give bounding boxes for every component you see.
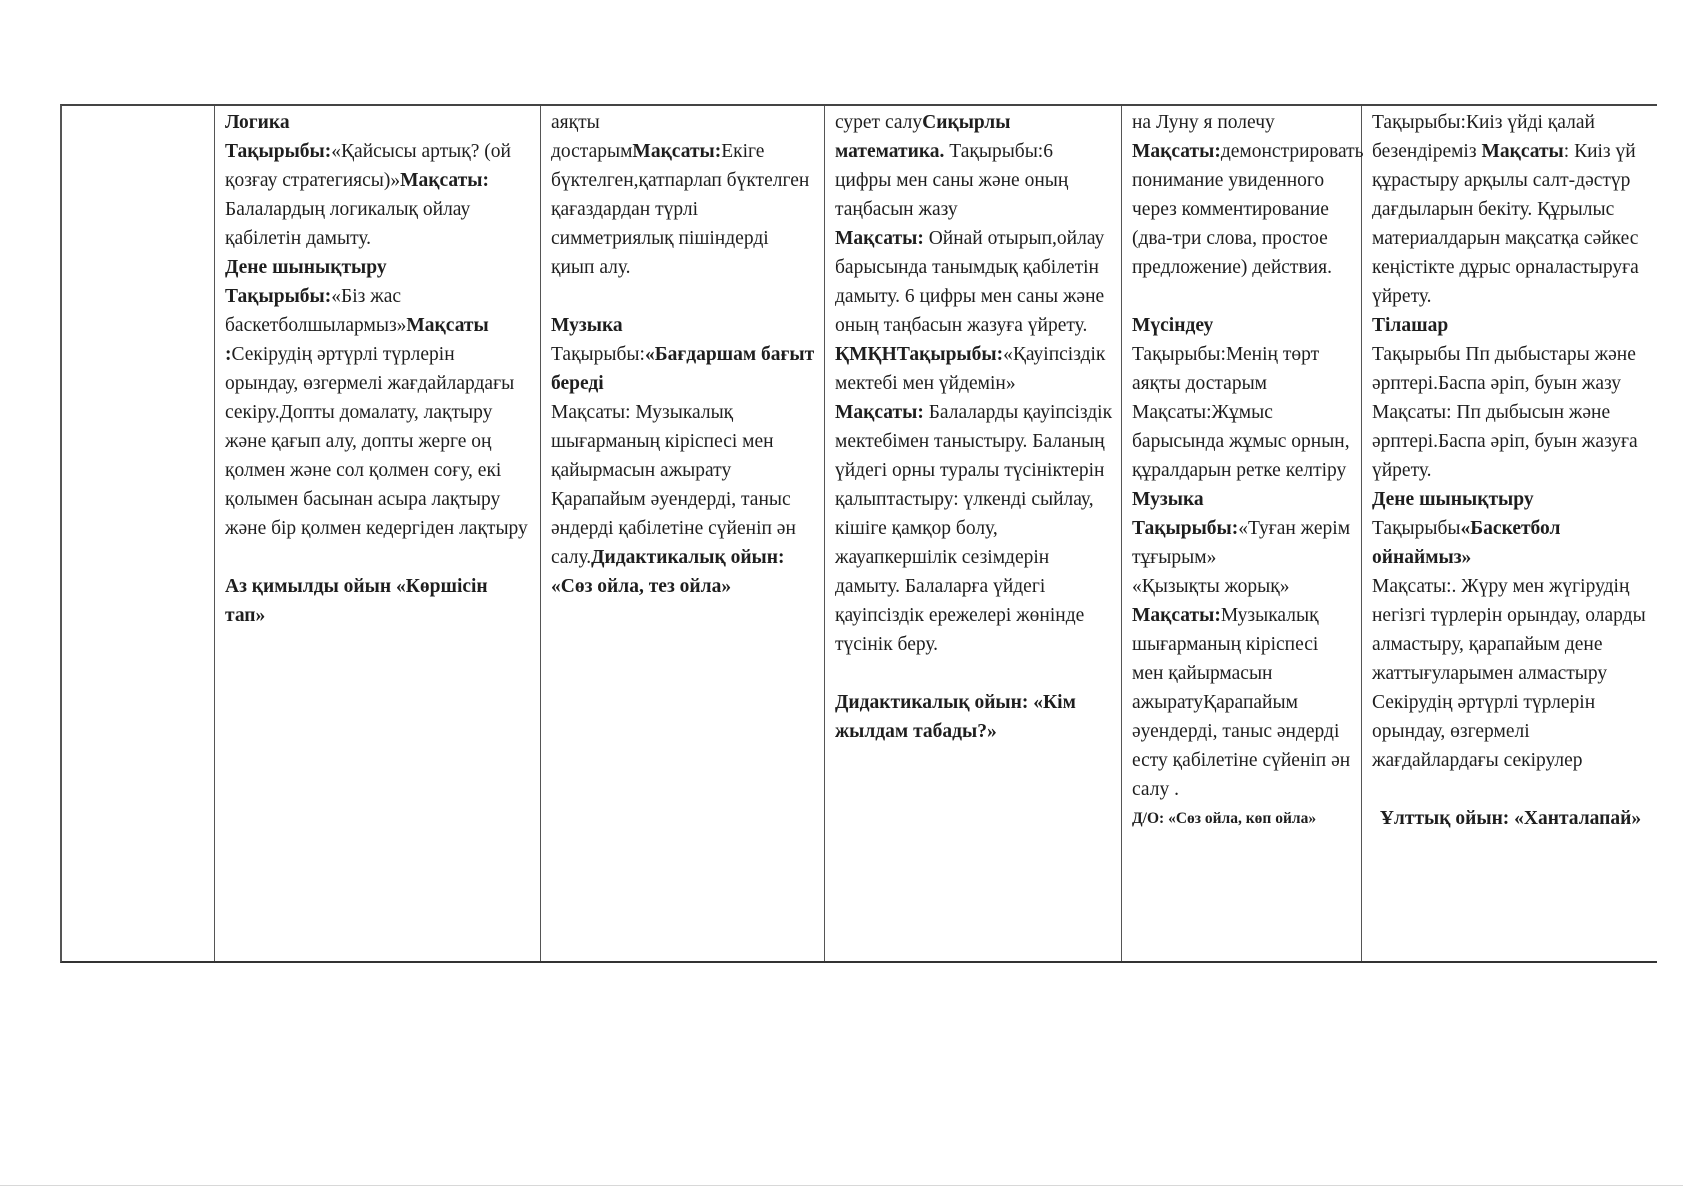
bold-text-run: Мақсаты: xyxy=(835,402,924,423)
cell-paragraph xyxy=(551,340,816,398)
bold-text-run: Тақырыбы: xyxy=(1132,518,1239,539)
cell-paragraph xyxy=(1372,398,1649,485)
cell-paragraph xyxy=(225,137,532,195)
cell-paragraph xyxy=(835,224,1113,340)
text-run: демонстрировать понимание увиденного через комментирование (два-три слова, простое предложение) действия. xyxy=(1132,141,1364,278)
cell-paragraph xyxy=(225,572,532,630)
bold-text-run: Д/О: «Сөз ойла, көп ойла» xyxy=(1132,810,1317,827)
cell-paragraph xyxy=(1132,108,1353,137)
text-run: Тақырыбы xyxy=(1372,518,1461,539)
bold-text-run: Сиқырлы математика. xyxy=(835,112,1011,162)
bold-text-run: Мақсаты: xyxy=(632,141,722,162)
scan-edge-line xyxy=(0,1185,1683,1186)
cell-paragraph xyxy=(1372,485,1649,514)
text-run: Тақырыбы:6 цифры мен саны және оның таңбасын жазу xyxy=(835,141,1069,220)
cell-paragraph xyxy=(551,137,816,282)
bold-text-run: Ұлттық ойын: «Ханталапай» xyxy=(1379,808,1642,829)
text-run: Тақырыбы Пп дыбыстары және әрптері.Баспа әріп, буын жазу xyxy=(1372,344,1636,394)
cell-paragraph xyxy=(1132,514,1353,572)
bold-text-run: Музыка xyxy=(1132,489,1204,510)
bold-text-run: ҚМҚНТақырыбы: xyxy=(835,344,1004,365)
bold-text-run: : xyxy=(225,344,232,365)
bold-text-run: Мүсіндеу xyxy=(1132,315,1214,336)
cell-paragraph xyxy=(551,311,816,340)
cell-paragraph xyxy=(1372,514,1649,572)
cell-paragraph xyxy=(1132,398,1353,485)
text-run: аяқты xyxy=(551,112,600,133)
text-run: Тақырыбы:Менің төрт аяқты достарым xyxy=(1132,344,1320,394)
text-run: «Қайсысы артық? (ой қозғау стратегиясы)» xyxy=(225,141,511,191)
bold-text-run: Дидактикалық ойын: «Кім жылдам табады?» xyxy=(835,692,1076,742)
cell-paragraph xyxy=(1372,311,1649,340)
cell-paragraph xyxy=(551,108,816,137)
text-run: Мақсаты: Музыкалық шығарманың кіріспесі мен қайырмасын ажырату Қарапайым әуендерді, таныс әндерді қабілетіне сүйеніп ән салу. xyxy=(551,402,796,568)
cell-paragraph xyxy=(835,398,1113,659)
text-run: «Қызықты жорық» xyxy=(1132,576,1290,597)
text-run: Мақсаты:Жұмыс барысында жұмыс орнын, құралдарын ретке келтіру xyxy=(1132,402,1350,481)
table-cell-day-1 xyxy=(215,106,541,961)
text-run: на Луну я полечу xyxy=(1132,112,1275,133)
table-cell-day-4 xyxy=(1122,106,1362,961)
table-cell-day-5 xyxy=(1362,106,1657,961)
cell-paragraph xyxy=(1372,804,1649,833)
lesson-plan-table xyxy=(60,104,1657,963)
cell-paragraph xyxy=(225,253,532,282)
cell-paragraph xyxy=(1372,340,1649,398)
bold-text-run: Тақырыбы: xyxy=(225,141,332,162)
bold-text-run: Дене шынықтыру xyxy=(1372,489,1534,510)
bold-text-run: «Бағдаршам бағыт береді xyxy=(551,344,815,394)
table-cell-row-header xyxy=(62,106,215,961)
text-run: «Біз жас баскетболшылармыз» xyxy=(225,286,407,336)
bold-text-run: Дидактикалық ойын: «Сөз ойла, тез ойла» xyxy=(551,547,785,597)
text-run: Мақсаты:. Жүру мен жүгірудің негізгі түрлерін орындау, оларды алмастыру, қарапайым дене жаттығуларымен алмастыру Секірудің әртүрлі түрлерін орындау, өзгермелі жағдайлардағы секірулер xyxy=(1372,576,1646,771)
cell-paragraph xyxy=(551,398,816,601)
bold-text-run: Мақсаты: xyxy=(1132,141,1221,162)
text-run: Балалардың логикалық ойлау қабілетін дамыту. xyxy=(225,199,471,249)
cell-paragraph xyxy=(835,108,1113,224)
text-run: Тақырыбы:Киіз үйді қалай безендіреміз xyxy=(1372,112,1595,162)
bold-text-run: Тақырыбы: xyxy=(225,286,332,307)
cell-paragraph xyxy=(1132,137,1364,282)
paragraph-spacer xyxy=(225,543,532,572)
text-run: сурет салу xyxy=(835,112,923,133)
text-run: Тақырыбы: xyxy=(551,344,645,365)
bold-text-run: Мақсаты: xyxy=(1132,605,1221,626)
bold-text-run: «Баскетбол ойнаймыз» xyxy=(1372,518,1561,568)
cell-paragraph xyxy=(1132,340,1353,398)
text-run: Мақсаты: Пп дыбысын және әрптері.Баспа әріп, буын жазуға үйрету. xyxy=(1372,402,1638,481)
cell-paragraph xyxy=(225,195,532,253)
bold-text-run: Мақсаты xyxy=(1481,141,1564,162)
cell-paragraph xyxy=(1132,804,1353,833)
text-run: Екіге бүктелген,қатпарлап бүктелген қағаздардан түрлі симметриялық пішіндерді қиып алу. xyxy=(551,141,810,278)
paragraph-spacer xyxy=(1372,775,1649,804)
cell-paragraph xyxy=(225,108,532,137)
cell-paragraph xyxy=(835,688,1113,746)
cell-paragraph xyxy=(1132,311,1353,340)
bold-text-run: Мақсаты: xyxy=(835,228,924,249)
paragraph-spacer xyxy=(835,659,1113,688)
cell-paragraph xyxy=(225,340,532,543)
bold-text-run: Дене шынықтыру xyxy=(225,257,387,278)
table-cell-day-2 xyxy=(541,106,825,961)
bold-text-run: Мақсаты: xyxy=(400,170,489,191)
text-run: «Қауіпсіздік мектебі мен үйдемін» xyxy=(835,344,1106,394)
text-run: Балаларды қауіпсіздік мектебімен таныстыру. Баланың үйдегі орны туралы түсініктерін қалыптастыру: үлкенді сыйлау, кішіге қамқор болу, жауапкершілік сезімдерін дамыту. Балаларға үйдегі қауіпсіздік ережелері жөнінде түсінік беру. xyxy=(835,402,1113,655)
text-run: Секірудің әртүрлі түрлерін орындау, өзгермелі жағдайлардағы секіру.Допты домалату, лақтыру және қағып алу, допты жерге оң қолмен және сол қолмен соғу, екі қолымен басынан асыра лақтыру және бір қолмен кедергіден лақтыру xyxy=(225,344,528,539)
cell-paragraph xyxy=(1132,572,1353,601)
cell-paragraph xyxy=(1132,601,1353,804)
text-run: : Киіз үй құрастыру арқылы салт-дәстүр дағдыларын бекіту. Құрылыс материалдарын мақсатқа сәйкес кеңістікте дұрыс орналастыруға үйрету. xyxy=(1372,141,1639,307)
cell-paragraph xyxy=(1372,108,1649,311)
bold-text-run: Тілашар xyxy=(1372,315,1449,336)
paragraph-spacer xyxy=(1132,282,1353,311)
cell-paragraph xyxy=(225,282,532,340)
bold-text-run: Мақсаты xyxy=(406,315,489,336)
cell-paragraph xyxy=(1132,485,1353,514)
text-run: достарым xyxy=(551,141,633,162)
cell-paragraph xyxy=(1372,572,1649,775)
paragraph-spacer xyxy=(551,282,816,311)
bold-text-run: Музыка xyxy=(551,315,623,336)
table-cell-day-3 xyxy=(825,106,1122,961)
cell-paragraph xyxy=(835,340,1113,398)
bold-text-run: Логика xyxy=(225,112,290,133)
bold-text-run: Аз қимылды ойын «Көршісін тап» xyxy=(225,576,488,626)
text-run: Ойнай отырып,ойлау барысында танымдық қабілетін дамыту. 6 цифры мен саны және оның таңбасын жазуға үйрету. xyxy=(835,228,1105,336)
text-run: «Туған жерім тұғырым» xyxy=(1132,518,1351,568)
text-run: Музыкалық шығарманың кіріспесі мен қайырмасын ажыратуҚарапайым әуендерді, таныс әндерді есту қабілетіне сүйеніп ән салу . xyxy=(1132,605,1351,800)
